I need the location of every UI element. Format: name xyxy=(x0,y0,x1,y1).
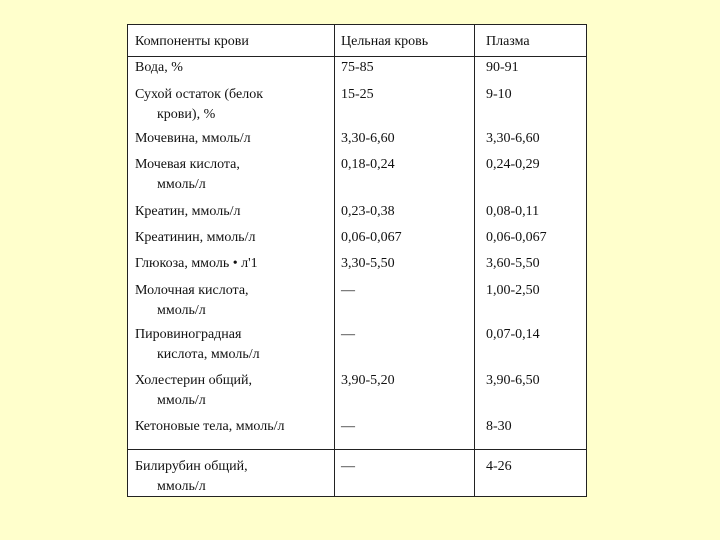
whole-blood-value: — xyxy=(341,419,355,434)
whole-blood-value: 15-25 xyxy=(341,87,374,102)
whole-blood-value: — xyxy=(341,459,355,474)
blood-components-table xyxy=(127,24,587,497)
whole-blood-value: — xyxy=(341,283,355,298)
whole-blood-value: 3,30-6,60 xyxy=(341,131,395,146)
plasma-value: 90-91 xyxy=(486,60,519,75)
plasma-value: 3,90-6,50 xyxy=(486,373,540,388)
component-name: Молочная кислота, ммоль/л xyxy=(135,283,249,318)
plasma-value: 9-10 xyxy=(486,87,512,102)
whole-blood-value: 0,18-0,24 xyxy=(341,157,395,172)
component-name: Вода, % xyxy=(135,60,183,75)
plasma-value: 0,07-0,14 xyxy=(486,327,540,342)
whole-blood-value: 3,30-5,50 xyxy=(341,256,395,271)
plasma-value: 1,00-2,50 xyxy=(486,283,540,298)
plasma-value: 3,30-6,60 xyxy=(486,131,540,146)
component-name: Креатинин, ммоль/л xyxy=(135,230,256,245)
row-divider xyxy=(128,449,586,450)
component-name: Мочевая кислота, ммоль/л xyxy=(135,157,240,192)
whole-blood-value: — xyxy=(341,327,355,342)
component-name: Глюкоза, ммоль • л'1 xyxy=(135,256,258,271)
header-components: Компоненты крови xyxy=(135,34,249,49)
whole-blood-value: 0,23-0,38 xyxy=(341,204,395,219)
whole-blood-value: 75-85 xyxy=(341,60,374,75)
component-name: Мочевина, ммоль/л xyxy=(135,131,251,146)
component-name: Билирубин общий, ммоль/л xyxy=(135,459,248,494)
plasma-value: 0,08-0,11 xyxy=(486,204,540,219)
plasma-value: 8-30 xyxy=(486,419,512,434)
component-name: Пировиноградная кислота, ммоль/л xyxy=(135,327,260,362)
component-name: Холестерин общий, ммоль/л xyxy=(135,373,253,408)
header-whole-blood: Цельная кровь xyxy=(341,34,429,49)
component-name: Сухой остаток (белок крови), % xyxy=(135,87,263,122)
whole-blood-value: 0,06-0,067 xyxy=(341,230,402,245)
header-divider xyxy=(128,56,586,57)
whole-blood-value: 3,90-5,20 xyxy=(341,373,395,388)
component-name: Креатин, ммоль/л xyxy=(135,204,241,219)
plasma-value: 0,24-0,29 xyxy=(486,157,540,172)
component-name: Кетоновые тела, ммоль/л xyxy=(135,419,285,434)
plasma-value: 0,06-0,067 xyxy=(486,230,547,245)
header-plasma: Плазма xyxy=(486,34,530,49)
plasma-value: 4-26 xyxy=(486,459,512,474)
plasma-value: 3,60-5,50 xyxy=(486,256,540,271)
